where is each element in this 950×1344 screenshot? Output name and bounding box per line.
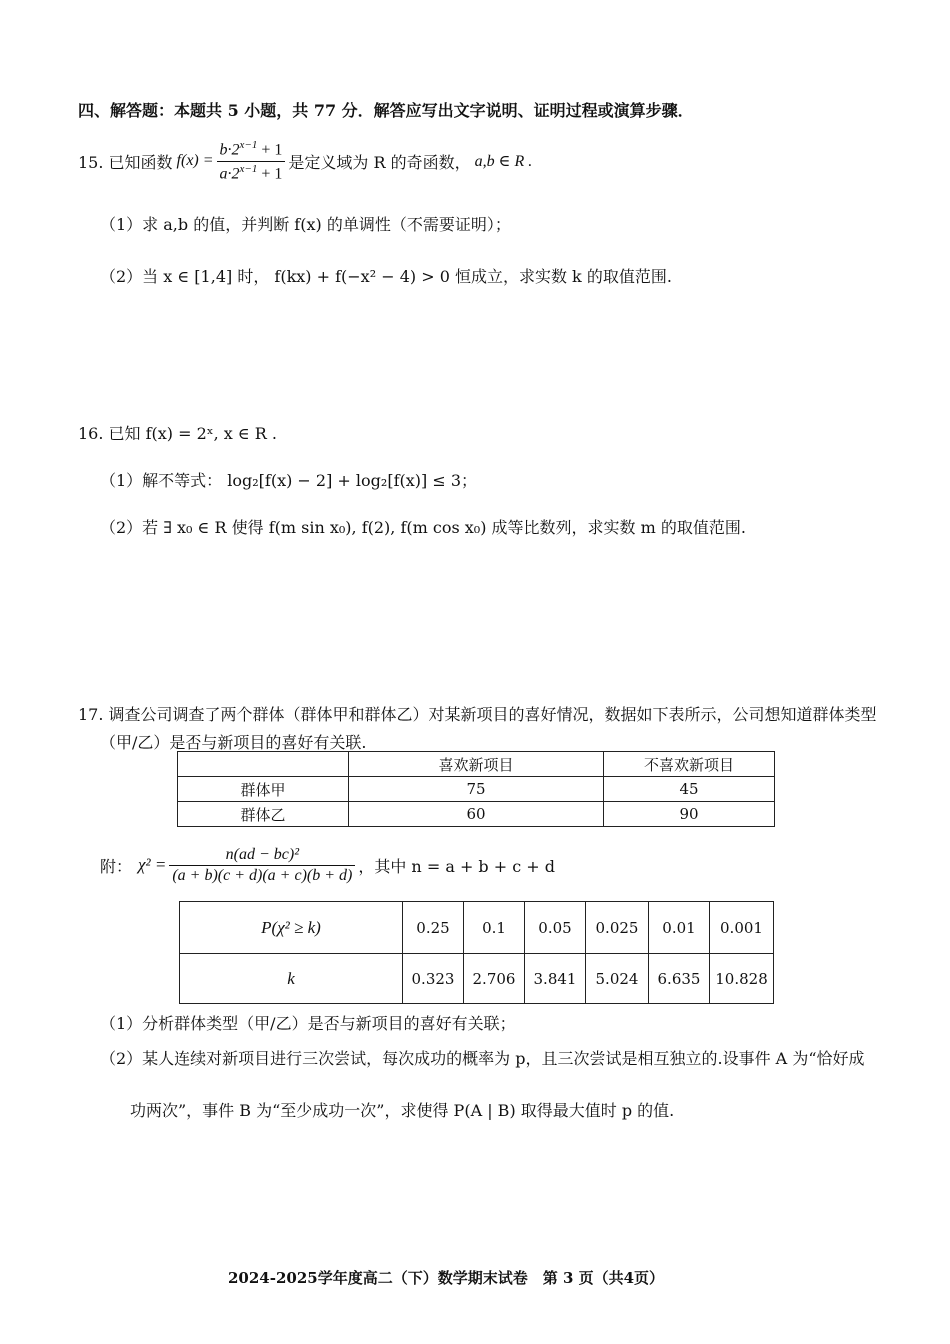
section-heading: 四、解答题：本题共 5 小题，共 77 分．解答应写出文字说明、证明过程或演算步骤．	[78, 101, 694, 120]
critical-cell: 0.323	[403, 954, 464, 1004]
critical-cell: 0.025	[586, 902, 649, 954]
preference-table-cell: 75	[349, 777, 604, 802]
critical-cell: 0.1	[464, 902, 525, 954]
critical-row-label: k	[180, 954, 403, 1004]
critical-value-row-p	[180, 902, 774, 954]
critical-cell: 0.25	[403, 902, 464, 954]
q16-part1: （1）解不等式： log₂[f(x) − 2] + log₂[f(x)] ≤ 3；	[100, 471, 478, 490]
preference-table-header-row	[178, 752, 775, 777]
q15-suffix: 是定义域为 R 的奇函数，	[288, 152, 471, 172]
chi-numerator: n(ad − bc)²	[169, 846, 355, 866]
critical-cell: 5.024	[586, 954, 649, 1004]
formula-prefix: 附：	[100, 856, 133, 876]
q15-num-exp: x−1	[239, 139, 258, 152]
preference-table-cell: 群体甲	[178, 777, 349, 802]
q15-stem	[78, 138, 532, 184]
q15-fraction	[217, 139, 286, 183]
preference-table-cell: 90	[604, 802, 775, 827]
q15-denominator: a·2	[219, 164, 240, 182]
formula-suffix: ，其中 n = a + b + c + d	[358, 856, 556, 876]
q15-den-tail: + 1	[257, 164, 283, 182]
page-footer: 2024-2025学年度高二（下）数学期末试卷 第 3 页（共4页）	[228, 1269, 665, 1287]
critical-cell: 2.706	[464, 954, 525, 1004]
preference-table-header-cell: 不喜欢新项目	[604, 752, 775, 777]
q15-fx: f(x) =	[176, 152, 214, 169]
q17-part1: （1）分析群体类型（甲/乙）是否与新项目的喜好有关联；	[100, 1014, 516, 1033]
q15-numerator: b·2	[219, 141, 240, 159]
q17-stem-line2: （甲/乙）是否与新项目的喜好有关联.	[100, 733, 367, 752]
q15-part1: （1）求 a,b 的值，并判断 f(x) 的单调性（不需要证明）；	[100, 215, 511, 234]
preference-table-header-cell: 喜欢新项目	[349, 752, 604, 777]
q17-part2-line2: 功两次”，事件 B 为“至少成功一次”，求使得 P(A | B) 取得最大值时 p 的值.	[130, 1101, 675, 1120]
critical-cell: 10.828	[710, 954, 774, 1004]
critical-row-label: P(χ² ≥ k)	[180, 902, 403, 954]
critical-value-row-k	[180, 954, 774, 1004]
q15-part2: （2）当 x ∈ [1,4] 时， f(kx) + f(−x² − 4) > 0 恒成立，求实数 k 的取值范围.	[100, 267, 672, 286]
preference-table-cell: 60	[349, 802, 604, 827]
chi-fraction	[169, 846, 355, 885]
critical-cell: 0.001	[710, 902, 774, 954]
q17-part2-line1: （2）某人连续对新项目进行三次尝试，每次成功的概率为 p，且三次尝试是相互独立的.设事件 A 为“恰好成	[100, 1049, 865, 1068]
chi-square-formula	[100, 840, 555, 890]
q17-stem-line1: 17. 调查公司调查了两个群体（群体甲和群体乙）对某新项目的喜好情况，数据如下表所示，公司想知道群体类型	[78, 705, 877, 724]
critical-value-table	[179, 901, 774, 1004]
preference-table-cell: 群体乙	[178, 802, 349, 827]
q15-ab-domain: a,b ∈ R .	[474, 153, 533, 170]
critical-cell: 0.05	[525, 902, 586, 954]
chi-denominator: (a + b)(c + d)(a + c)(b + d)	[172, 866, 353, 884]
critical-cell: 6.635	[649, 954, 710, 1004]
q15-den-exp: x−1	[239, 162, 258, 175]
q16-part2: （2）若 ∃ x₀ ∈ R 使得 f(m sin x₀), f(2), f(m cos x₀) 成等比数列，求实数 m 的取值范围.	[100, 518, 746, 537]
critical-cell: 3.841	[525, 954, 586, 1004]
preference-table-row	[178, 777, 775, 802]
preference-table	[177, 751, 775, 827]
chi-symbol: χ² =	[138, 855, 167, 874]
preference-table-cell: 45	[604, 777, 775, 802]
critical-cell: 0.01	[649, 902, 710, 954]
preference-table-header-cell	[178, 752, 349, 777]
preference-table-row	[178, 802, 775, 827]
q15-num-tail: + 1	[257, 141, 283, 159]
q15-prefix: 15. 已知函数	[78, 152, 173, 172]
q16-stem: 16. 已知 f(x) = 2ˣ, x ∈ R .	[78, 424, 278, 443]
